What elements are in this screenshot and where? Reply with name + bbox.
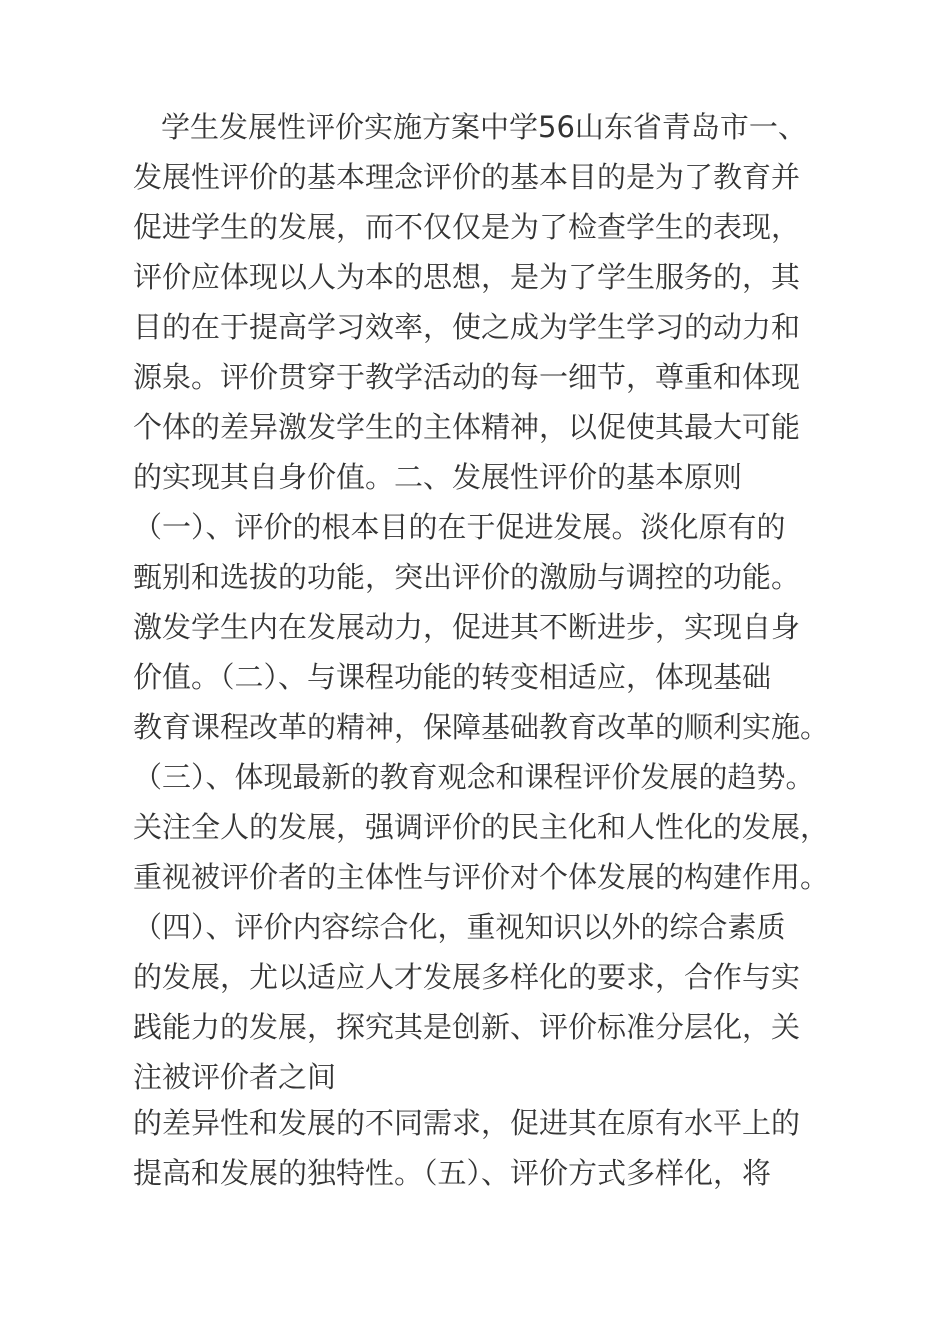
text-line: 重视被评价者的主体性与评价对个体发展的构建作用。 <box>133 860 830 894</box>
paragraph-2 <box>133 1098 853 1198</box>
text-line: 源泉。评价贯穿于教学活动的每一细节，尊重和体现 <box>133 360 801 394</box>
text-line: 提高和发展的独特性。（五）、评价方式多样化，将 <box>133 1156 772 1190</box>
text-line: 教育课程改革的精神，保障基础教育改革的顺利实施。 <box>133 710 830 744</box>
text-line: 个体的差异激发学生的主体精神，以促使其最大可能 <box>133 410 801 444</box>
text-line: 学生发展性评价实施方案中学56山东省青岛市一、 <box>161 110 807 144</box>
text-line: （三）、体现最新的教育观念和课程评价发展的趋势。 <box>133 760 815 794</box>
text-line: （一）、评价的根本目的在于促进发展。淡化原有的 <box>133 510 786 544</box>
text-line: 价值。（二）、与课程功能的转变相适应，体现基础 <box>133 660 772 694</box>
text-line: 的实现其自身价值。二、发展性评价的基本原则 <box>133 460 743 494</box>
text-line: 关注全人的发展，强调评价的民主化和人性化的发展， <box>133 810 830 844</box>
text-line: 注被评价者之间 <box>133 1060 337 1094</box>
text-line: 激发学生内在发展动力，促进其不断进步，实现自身 <box>133 610 801 644</box>
paragraph-1 <box>133 102 853 1102</box>
text-line: 甄别和选拔的功能，突出评价的激励与调控的功能。 <box>133 560 801 594</box>
text-line: （四）、评价内容综合化，重视知识以外的综合素质 <box>133 910 786 944</box>
text-line: 目的在于提高学习效率，使之成为学生学习的动力和 <box>133 310 801 344</box>
text-line: 评价应体现以人为本的思想，是为了学生服务的，其 <box>133 260 801 294</box>
text-line: 发展性评价的基本理念评价的基本目的是为了教育并 <box>133 160 801 194</box>
text-line: 促进学生的发展，而不仅仅是为了检查学生的表现， <box>133 210 801 244</box>
text-line: 践能力的发展，探究其是创新、评价标准分层化，关 <box>133 1010 801 1044</box>
text-line: 的发展，尤以适应人才发展多样化的要求，合作与实 <box>133 960 801 994</box>
text-line: 的差异性和发展的不同需求，促进其在原有水平上的 <box>133 1106 801 1140</box>
